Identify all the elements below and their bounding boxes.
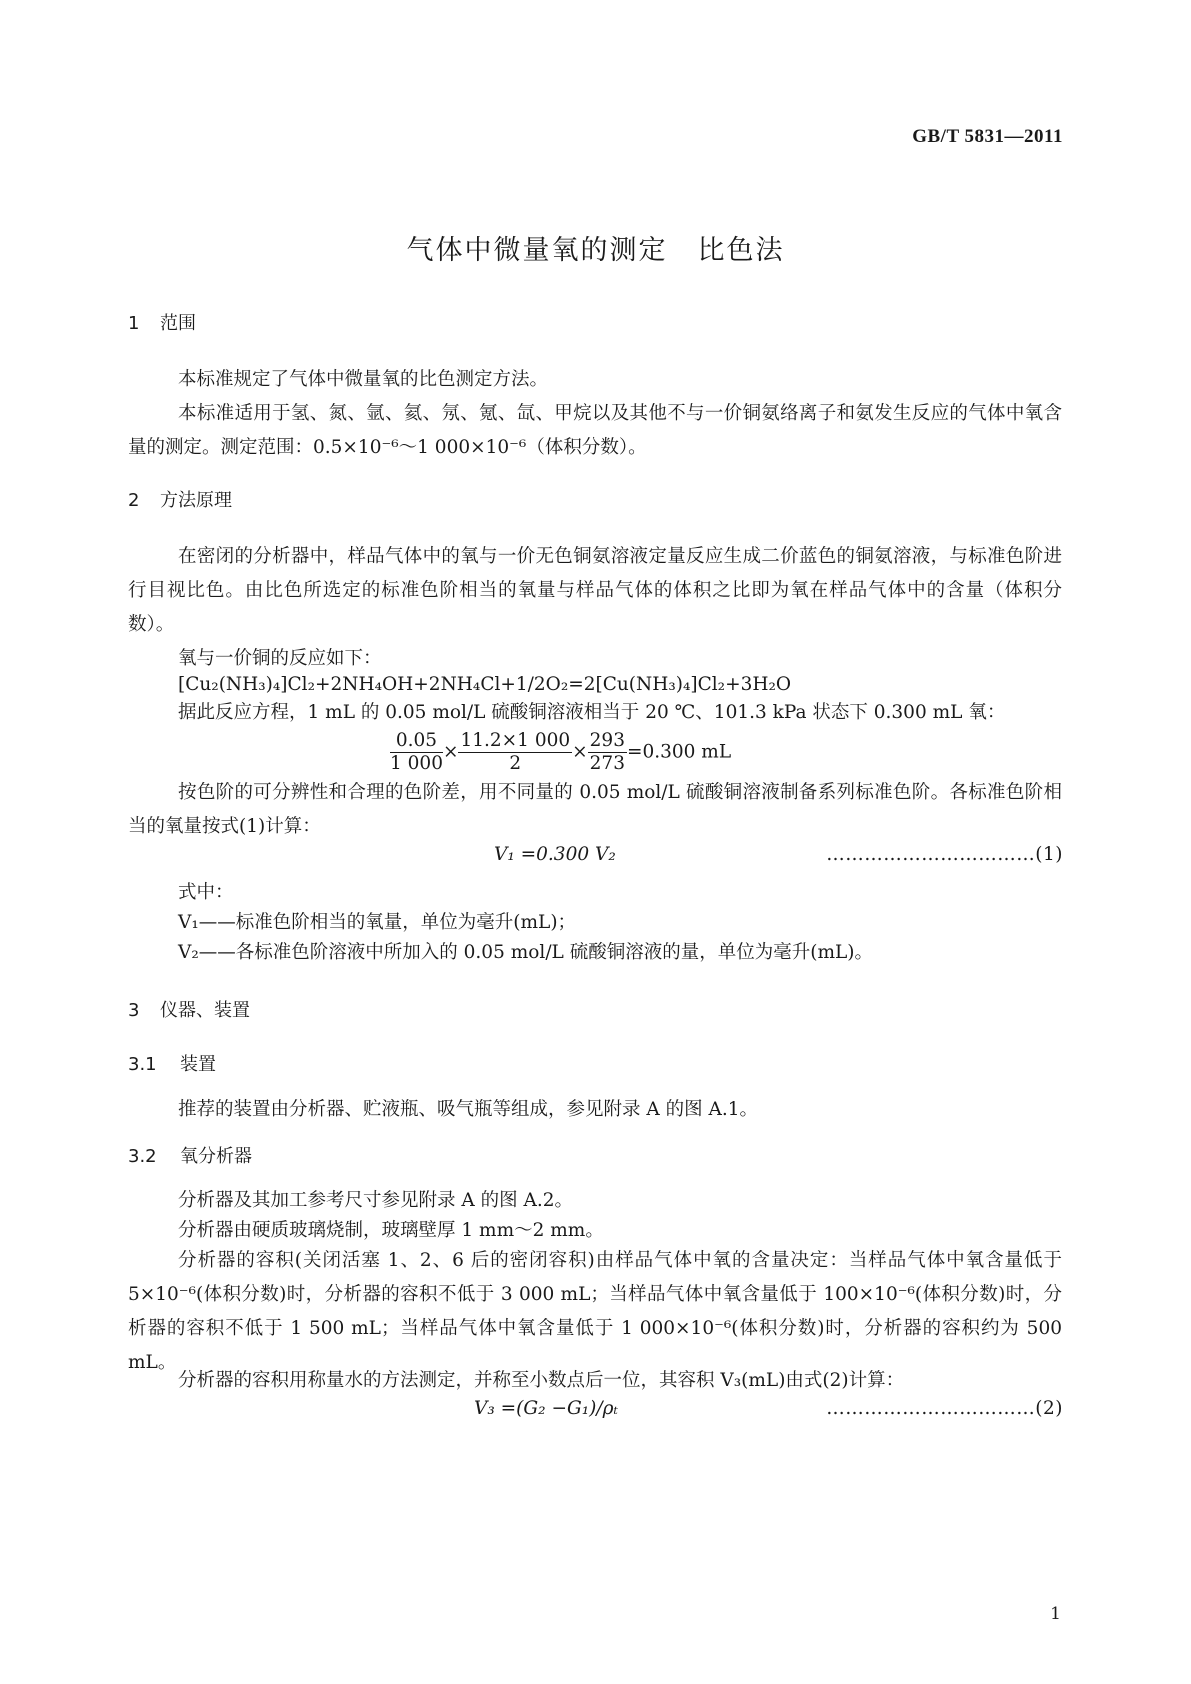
numerator: 293 — [589, 730, 625, 751]
s3-2-paragraph-3: 分析器的容积(关闭活塞 1、2、6 后的密闭容积)由样品气体中氧的含量决定：当样品气体中氧含量低于 5×10⁻⁶(体积分数)时，分析器的容积不低于 3 000 mL；当样品气体中氧含量低于 100×10⁻⁶(体积分数)时，分析器的容积不低于 1 500 mL；当样品气体中氧含量低于 1 000×10⁻⁶(体积分数)时，分析器的容积约为 500 mL。 — [128, 1250, 1062, 1373]
s3-1-paragraph: 推荐的装置由分析器、贮液瓶、吸气瓶等组成，参见附录 A 的图 A.1。 — [178, 1099, 759, 1120]
section-3-heading — [128, 996, 250, 1022]
title-method: 比色法 — [697, 235, 785, 266]
s3-2-paragraph-2: 分析器由硬质玻璃烧制，玻璃壁厚 1 mm～2 mm。 — [178, 1220, 604, 1241]
s3-2-paragraph-4: 分析器的容积用称量水的方法测定，并称至小数点后一位，其容积 V₃(mL)由式(2)计算： — [178, 1370, 905, 1391]
section-number: 3.2 — [128, 1146, 157, 1167]
fraction-2 — [458, 730, 572, 775]
section-title: 方法原理 — [160, 490, 232, 511]
fraction-1 — [390, 730, 443, 775]
equation-2: V₃ =(G₂ −G₁)/ρₜ — [474, 1398, 619, 1419]
where-label: 式中： — [178, 882, 234, 903]
s3-2-paragraph-1: 分析器及其加工参考尺寸参见附录 A 的图 A.2。 — [178, 1190, 574, 1211]
denominator: 2 — [509, 753, 522, 774]
s2-paragraph-3: 据此反应方程，1 mL 的 0.05 mol/L 硫酸铜溶液相当于 20 ℃、101.3 kPa 状态下 0.300 mL 氧： — [178, 702, 1006, 723]
fraction-3 — [588, 730, 627, 775]
standard-number: GB/T 5831—2011 — [912, 126, 1063, 147]
section-number: 3 — [128, 1000, 140, 1021]
s1-paragraph-1: 本标准规定了气体中微量氧的比色测定方法。 — [178, 369, 549, 390]
s2-paragraph-4: 按色阶的可分辨性和合理的色阶差，用不同量的 0.05 mol/L 硫酸铜溶液制备系列标准色阶。各标准色阶相当的氧量按式(1)计算： — [128, 782, 1062, 837]
equation-1: V₁ =0.300 V₂ — [494, 844, 616, 865]
s2-paragraph-2: 氧与一价铜的反应如下： — [178, 648, 382, 669]
section-number: 1 — [128, 313, 140, 334]
section-3-1-heading — [128, 1050, 216, 1076]
section-title: 仪器、装置 — [160, 1000, 250, 1021]
document-title — [0, 228, 1191, 267]
section-number: 2 — [128, 490, 140, 511]
title-main: 气体中微量氧的测定 — [406, 235, 668, 266]
page-number: 1 — [1050, 1604, 1061, 1624]
section-title: 装置 — [180, 1054, 216, 1075]
s1-paragraph-2: 本标准适用于氢、氮、氩、氦、氖、氪、氙、甲烷以及其他不与一价铜氨络离子和氨发生反应的气体中氧含量的测定。测定范围：0.5×10⁻⁶～1 000×10⁻⁶（体积分数）。 — [128, 403, 1062, 458]
section-title: 氧分析器 — [180, 1146, 252, 1167]
section-1-heading — [128, 309, 196, 335]
reaction-equation: [Cu₂(NH₃)₄]Cl₂+2NH₄OH+2NH₄Cl+1/2O₂=2[Cu(NH₃)₄]Cl₂+3H₂O — [178, 674, 792, 695]
calculation-result: =0.300 mL — [626, 741, 732, 763]
s2-paragraph-1: 在密闭的分析器中，样品气体中的氧与一价无色铜氨溶液定量反应生成二价蓝色的铜氨溶液，与标准色阶进行目视比色。由比色所选定的标准色阶相当的氧量与样品气体的体积之比即为氧在样品气体中的含量（体积分数）。 — [128, 546, 1062, 635]
section-title: 范围 — [160, 313, 196, 334]
variable-v2-definition: V₂——各标准色阶溶液中所加入的 0.05 mol/L 硫酸铜溶液的量，单位为毫升(mL)。 — [178, 942, 873, 963]
numerator: 11.2×1 000 — [460, 730, 571, 751]
denominator: 1 000 — [390, 753, 443, 774]
section-3-2-heading — [128, 1142, 252, 1168]
numerator: 0.05 — [390, 730, 443, 753]
section-2-heading — [128, 486, 232, 512]
equation-2-number: ……………………………(2) — [826, 1398, 1063, 1419]
denominator: 273 — [589, 753, 625, 774]
variable-v1-definition: V₁——标准色阶相当的氧量，单位为毫升(mL)； — [178, 912, 577, 933]
equation-1-number: ……………………………(1) — [826, 844, 1063, 865]
section-number: 3.1 — [128, 1054, 157, 1075]
calculation: $\frac{0.05}{1 000}$ × $\frac{11.2\times 1 000}{2}$ × $\frac{293}{273}$ =0.300 mL — [390, 730, 732, 774]
